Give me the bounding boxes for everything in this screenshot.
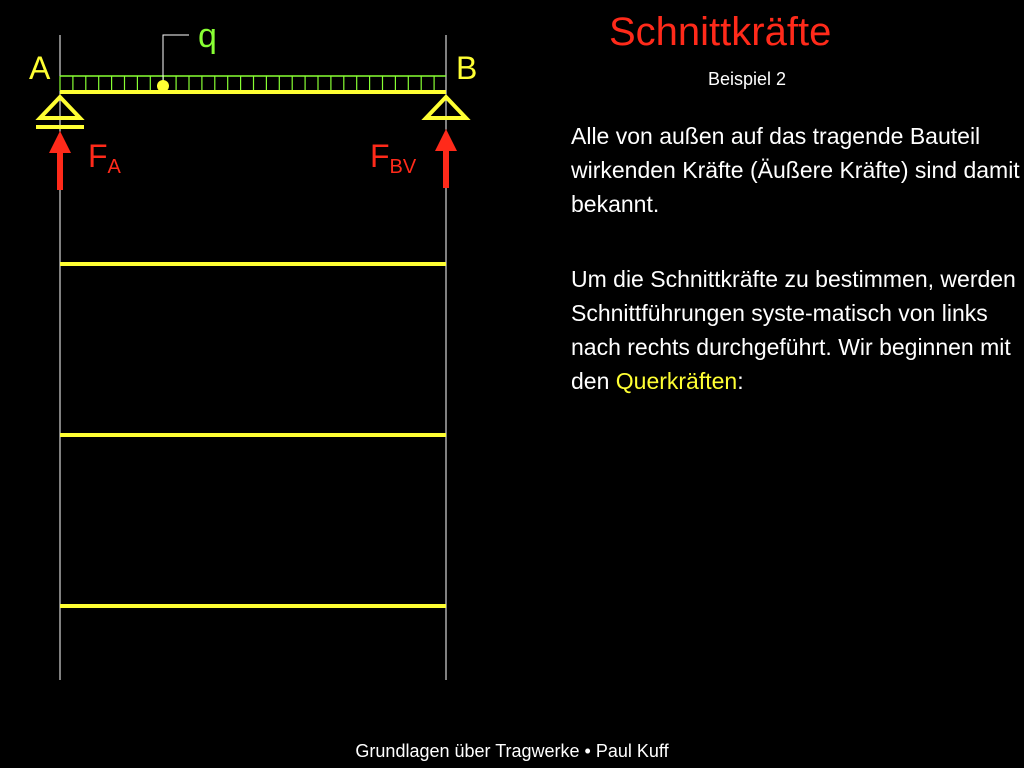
footer: Grundlagen über Tragwerke • Paul Kuff <box>355 741 669 761</box>
support-left-label: A <box>29 50 51 86</box>
force-b-subscript: BV <box>389 156 417 178</box>
paragraph-2 <box>571 262 1021 398</box>
load-point <box>157 80 169 92</box>
page-title: Schnittkräfte <box>609 10 832 54</box>
force-a-subscript: A <box>107 156 121 178</box>
force-b-main: F <box>370 138 390 174</box>
force-arrow-a-icon <box>49 131 71 190</box>
force-a-label <box>88 138 121 179</box>
page-subtitle: Beispiel 2 <box>708 69 787 89</box>
paragraph-2-highlight: Querkräften <box>615 368 738 394</box>
support-right-label: B <box>456 50 478 86</box>
load-label: q <box>198 17 217 55</box>
paragraph-1: Alle von außen auf das tragende Bauteil wirkenden Kräfte (Äußere Kräfte) sind damit bekannt. <box>571 123 1020 217</box>
force-arrow-b-icon <box>435 129 457 188</box>
force-a-main: F <box>88 138 108 174</box>
distributed-load <box>60 76 446 91</box>
force-b-label <box>370 138 416 179</box>
paragraph-2-text: Um die Schnittkräfte zu bestimmen, werden Schnittführungen syste-matisch von links nach rechts durchgeführt. Wir beginnen mit den <box>571 266 1016 394</box>
paragraph-2-end: : <box>737 368 744 394</box>
